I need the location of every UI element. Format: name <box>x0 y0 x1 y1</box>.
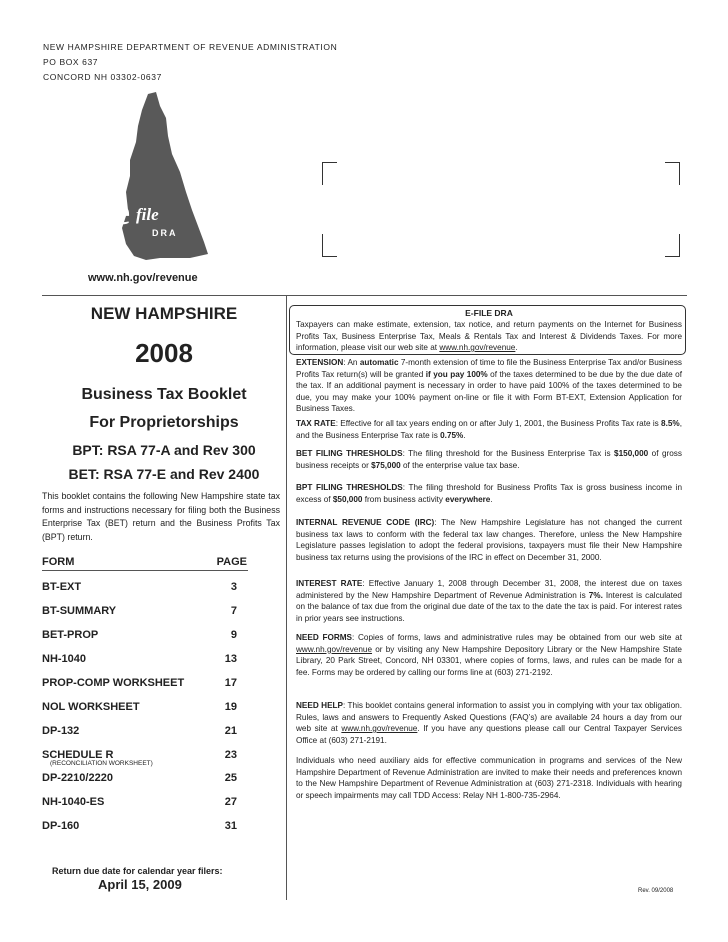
efile-link[interactable]: www.nh.gov/revenue <box>439 343 516 352</box>
bpt-threshold-heading: BPT FILING THRESHOLDS <box>296 483 403 492</box>
interest-rate-heading: INTEREST RATE <box>296 579 363 588</box>
extension-section: EXTENSION: An automatic 7-month extension of time to file the Business Enterprise Tax and/or Business Profits Tax return(s) will be granted if you pay 100% of the taxes determined to be due by the due date of the tax. If an additional payment is necessary in order to have paid 100% of the taxes determined to be due, you may make your 100% payment on-line or file it with Form BT-EXT, Extension Application for Business Taxes. <box>296 358 683 413</box>
toc-item <box>42 725 242 737</box>
horizontal-divider <box>42 295 687 296</box>
need-forms-section: NEED FORMS: Copies of forms, laws and administrative rules may be obtained from our web site at www.nh.gov/revenue or by visiting any New Hampshire Depository Library or the New Hampshire State Library, 20 Park Street, Concord, NH 03301, where copies of forms, laws, and rules can be made for a fee. Forms may be ordered by calling our forms line at (603) 271-2192. <box>296 633 682 677</box>
toc-item <box>42 796 242 808</box>
irc-section: INTERNAL REVENUE CODE (IRC): The New Hampshire Legislature has not changed the current business tax laws to conform with the federal tax law changes. Therefore, unless the New Hampshire Legislature passes legislation to adopt the federal provisions, taxpayers must file their New Hampshire business tax returns using the provisions of the IRC in effect on December 31, 2000. <box>296 518 682 562</box>
toc-item <box>42 653 242 665</box>
toc-item <box>42 677 242 689</box>
corner-mark-br <box>665 234 680 257</box>
nh-state-logo <box>100 92 210 264</box>
toc-form: NH-1040 <box>42 653 87 665</box>
toc-page: 25 <box>224 772 237 784</box>
forms-link[interactable]: www.nh.gov/revenue <box>296 644 373 654</box>
agency-city: CONCORD NH 03302-0637 <box>43 72 162 82</box>
toc-item <box>42 629 242 641</box>
need-forms-heading: NEED FORMS <box>296 633 353 642</box>
toc-item <box>42 772 242 784</box>
toc-header <box>42 556 250 568</box>
bet-statute: BET: RSA 77-E and Rev 2400 <box>68 466 260 482</box>
tax-rate-section: TAX RATE: Effective for all tax years ending on or after July 1, 2001, the Business Profits Tax rate is 8.5%, and the Business Enterprise Tax rate is 0.75%. <box>296 419 682 440</box>
toc-page: 17 <box>224 677 237 689</box>
toc-form: DP-2210/2220 <box>42 772 113 784</box>
toc-item <box>42 581 242 593</box>
revision-date: Rev. 09/2008 <box>638 888 674 894</box>
help-link[interactable]: www.nh.gov/revenue <box>341 724 418 733</box>
toc-page: 13 <box>224 653 237 665</box>
toc-form-header: FORM <box>42 556 75 568</box>
toc-form: DP-132 <box>42 725 80 737</box>
efile-text: Taxpayers can make estimate, extension, tax notice, and return payments on the Internet for Business Profits Tax, Business Enterprise Tax, Meals & Rentals Tax and Interest & Dividends Taxes. For more information, please visit our web site at www.nh.gov/revenue. <box>296 320 682 352</box>
agency-name: NEW HAMPSHIRE DEPARTMENT OF REVENUE ADMINISTRATION <box>43 42 338 52</box>
due-date-label: Return due date for calendar year filers: <box>52 866 223 876</box>
extension-heading: EXTENSION <box>296 358 344 367</box>
website-link[interactable]: www.nh.gov/revenue <box>88 272 198 284</box>
toc-page-header: PAGE <box>216 556 247 568</box>
auxiliary-aids-text: Individuals who need auxiliary aids for effective communication in programs and services of the New Hampshire Department of Revenue Administration are invited to make their needs and preferences known to the New Hampshire Department of Revenue Administration at (603) 271-2318. Individuals with hearing or speech impairments may call TDD Access: Relay NH 1-800-735-2964. <box>296 756 682 800</box>
toc-page: 31 <box>224 820 237 832</box>
booklet-intro: This booklet contains the following New Hampshire state tax forms and instructions necessary for filing both the Business Enterprise Tax (BET) return and the Business Profits Tax (BPT) return. <box>42 491 280 542</box>
interest-rate-section: INTEREST RATE: Effective January 1, 2008 through December 31, 2008, the interest due on taxes administered by the New Hampshire Department of Revenue Administration is 7%. Interest is calculated on the balance of tax due from the original due date of the tax to the date the tax is paid. For interest rates in prior years see instructions. <box>296 579 682 623</box>
agency-pobox: PO BOX 637 <box>43 57 99 67</box>
auxiliary-aids-section <box>296 755 682 801</box>
toc-page: 21 <box>224 725 237 737</box>
bet-threshold-section: BET FILING THRESHOLDS: The filing threshold for the Business Enterprise Tax is $150,000 of gross business receipts or $75,000 of the enterprise value tax base. <box>296 449 682 470</box>
irc-heading: INTERNAL REVENUE CODE (IRC) <box>296 518 435 527</box>
toc-form: PROP-COMP WORKSHEET <box>42 677 185 689</box>
logo-dra: DRA <box>152 228 178 238</box>
efile-section <box>296 308 682 354</box>
toc-form: NOL WORKSHEET <box>42 701 140 713</box>
corner-mark-bl <box>322 234 337 257</box>
toc-item <box>42 749 242 767</box>
tax-rate-heading: TAX RATE <box>296 419 336 428</box>
toc-page: 23 <box>224 749 237 761</box>
year-title: 2008 <box>135 338 193 368</box>
toc-item <box>42 701 242 713</box>
toc-page: 27 <box>224 796 237 808</box>
toc-page: 9 <box>230 629 237 641</box>
toc-form: BT-SUMMARY <box>42 605 117 617</box>
corner-mark-tr <box>665 162 680 185</box>
vertical-divider <box>286 296 287 900</box>
booklet-subtitle: For Proprietorships <box>89 414 239 431</box>
toc-form: NH-1040-ES <box>42 796 105 808</box>
toc-item <box>42 605 242 617</box>
toc-page: 3 <box>230 581 237 593</box>
toc-subtitle: (RECONCILIATION WORKSHEET) <box>50 760 153 767</box>
toc-form: BET-PROP <box>42 629 99 641</box>
corner-mark-tl <box>322 162 337 185</box>
toc-form: DP-160 <box>42 820 80 832</box>
logo-e: e <box>114 192 130 232</box>
bet-threshold-heading: BET FILING THRESHOLDS <box>296 449 403 458</box>
toc-form: BT-EXT <box>42 581 82 593</box>
booklet-title: Business Tax Booklet <box>81 386 247 403</box>
toc-form: SCHEDULE R <box>42 749 114 761</box>
agency-address <box>43 40 337 85</box>
bpt-threshold-section: BPT FILING THRESHOLDS: The filing threshold for Business Profits Tax is gross business income in excess of $50,000 from business activity everywhere. <box>296 483 682 504</box>
toc-item <box>42 820 242 832</box>
efile-title: E-FILE DRA <box>465 308 513 318</box>
toc-page: 7 <box>230 605 237 617</box>
logo-file: file <box>136 205 159 224</box>
toc-header-rule <box>42 570 248 571</box>
need-help-heading: NEED HELP <box>296 701 343 710</box>
bpt-statute: BPT: RSA 77-A and Rev 300 <box>72 442 256 458</box>
need-help-section: NEED HELP: This booklet contains general information to assist you in complying with your tax obligation. Rules, laws and answers to Frequently Asked Questions (FAQ’s) are available 24 hours a day from our web site at www.nh.gov/revenue. If you have any questions please call our Central Taxpayer Services Office at (603) 271-2191. <box>296 701 682 745</box>
due-date: April 15, 2009 <box>98 877 182 892</box>
state-title: NEW HAMPSHIRE <box>90 304 238 323</box>
toc-page: 19 <box>224 701 237 713</box>
